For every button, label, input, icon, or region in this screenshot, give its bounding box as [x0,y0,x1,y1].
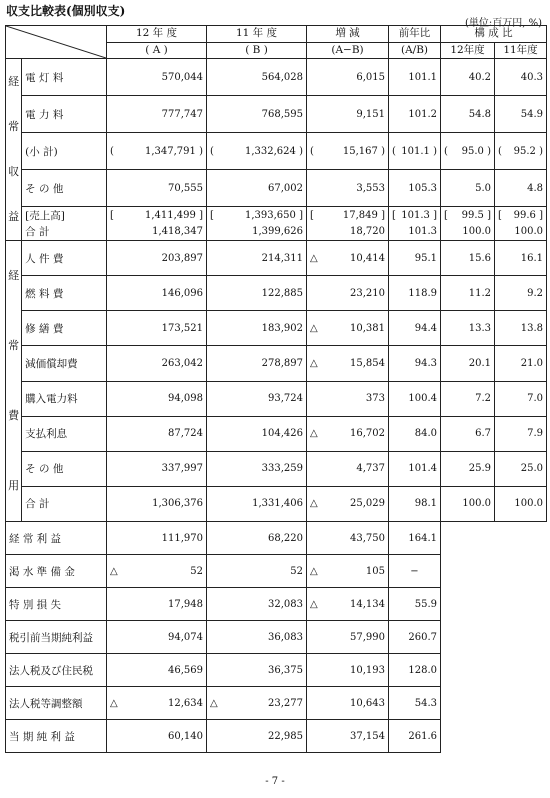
cell-b-value: 52 [290,565,303,577]
triangle-mark: △ [110,697,118,709]
cell-a: 337,997 [107,451,207,486]
cell-b [207,207,307,224]
cell-d [389,133,441,170]
row-label: 支払利息 [22,416,107,451]
cell-c-value: 23,210 [350,287,385,299]
cell-c: 6,015 [307,59,389,96]
cell-e1: 25.9 [441,451,495,486]
triangle-mark: △ [310,357,318,369]
cell-d: 101.2 [389,96,441,133]
cell-c-value: 17,849 [342,209,378,221]
cell-a: 777,747 [107,96,207,133]
category-expense [6,241,22,522]
cell-c-value: 10,643 [350,697,385,709]
cell-a [107,654,207,687]
cell-e1 [441,207,495,224]
bracket-open: ( [210,145,214,157]
cell-d: 105.3 [389,170,441,207]
cell-a [107,207,207,224]
header-12-sub: ( A ) [107,42,207,59]
cell-e1: 100.0 [441,224,495,241]
cell-e2-value: 99.6 [513,209,536,221]
cell-d-value: 101.1 [401,145,430,157]
cell-d: 95.1 [389,241,441,276]
header-diff: 増 減 [307,26,389,43]
bracket-close: ) [377,145,385,157]
cell-c [307,346,389,381]
bracket-close: ) [195,145,203,157]
row-label: 渇 水 準 備 金 [6,555,107,588]
table-row [6,486,547,521]
cell-d: 84.0 [389,416,441,451]
cell-e1: 100.0 [441,486,495,521]
table-row [6,241,547,276]
cell-b [207,687,307,720]
cell-e2 [495,133,547,170]
cell-c [307,654,389,687]
header-composition-11: 11年度 [495,42,547,59]
cell-c-value: 57,990 [350,631,385,643]
row-label: 人 件 費 [22,241,107,276]
row-label: 修 繕 費 [22,311,107,346]
cell-e1: 40.2 [441,59,495,96]
cell-a: 146,096 [107,276,207,311]
category-income-char: 益 [8,210,20,223]
bracket-open: [ [110,209,114,221]
cell-e1: 7.2 [441,381,495,416]
cell-a-value: 60,140 [168,730,203,742]
diagonal-line [6,26,106,58]
cell-a: 70,555 [107,170,207,207]
cell-a-value: 52 [190,565,203,577]
cell-a: 203,897 [107,241,207,276]
cell-a [107,588,207,621]
cell-c [307,133,389,170]
cell-e2: 16.1 [495,241,547,276]
bracket-close: ) [483,145,491,157]
empty-cell [441,555,547,588]
cell-e2 [495,207,547,224]
cell-b: 67,002 [207,170,307,207]
row-label: そ の 他 [22,170,107,207]
empty-cell [441,687,547,720]
table-row [6,555,547,588]
cell-e1: 5.0 [441,170,495,207]
cell-c [307,241,389,276]
empty-cell [441,621,547,654]
cell-e1: 13.3 [441,311,495,346]
cell-b: 1,399,626 [207,224,307,241]
cell-d: 101.1 [389,59,441,96]
header-11: 11 年 度 [207,26,307,43]
row-label: 経 常 利 益 [6,522,107,555]
cell-e1 [441,133,495,170]
cell-c-value: 10,381 [350,322,385,334]
bracket-close: ) [535,145,543,157]
bracket-open: [ [392,209,396,221]
triangle-mark: △ [210,697,218,709]
row-label: 合 計 [22,224,107,241]
row-label: 法人税等調整額 [6,687,107,720]
page-title: 収支比較表(個別収支) [6,4,126,18]
bracket-close: ] [535,209,543,221]
cell-c-value: 14,134 [350,598,385,610]
bracket-open: ( [392,145,396,157]
category-income-char: 経 [8,75,20,88]
category-expense-char: 常 [8,339,20,352]
cell-c-value: 10,193 [350,664,385,676]
table-row [6,416,547,451]
row-label: 減価償却費 [22,346,107,381]
cell-b-value: 68,220 [268,532,303,544]
row-label: 特 別 損 失 [6,588,107,621]
bracket-open: [ [498,209,502,221]
cell-a: 570,044 [107,59,207,96]
cell-d [389,207,441,224]
cell-c-value: 15,167 [342,145,378,157]
cell-b-value: 36,083 [268,631,303,643]
cell-d: 94.3 [389,346,441,381]
bracket-open: [ [310,209,314,221]
table-row [6,170,547,207]
cell-c [307,555,389,588]
row-label: そ の 他 [22,451,107,486]
empty-cell [441,588,547,621]
bracket-open: ( [498,145,502,157]
table-row [6,133,547,170]
bracket-close: ) [429,145,437,157]
cell-e2: 40.3 [495,59,547,96]
table-row [6,276,547,311]
cell-d-value: 101.3 [401,209,430,221]
cell-d: 164.1 [389,522,441,555]
triangle-mark: △ [310,598,318,610]
page-number: - 7 - [265,776,285,787]
cell-a [107,133,207,170]
header-ratio: 前年比 [389,26,441,43]
cell-b: 183,902 [207,311,307,346]
header-11-sub: ( B ) [207,42,307,59]
cell-c [307,720,389,753]
cell-b [207,588,307,621]
bracket-close: ] [377,209,385,221]
table-row [6,588,547,621]
cell-b [207,621,307,654]
cell-c-value: 43,750 [350,532,385,544]
bracket-open: [ [210,209,214,221]
cell-c [307,311,389,346]
cell-c: 18,720 [307,224,389,241]
bracket-close: ) [295,145,303,157]
bracket-open: [ [444,209,448,221]
cell-c [307,276,389,311]
table-row [6,59,547,96]
table-row [6,720,547,753]
cell-d: 100.4 [389,381,441,416]
cell-e1-value: 99.5 [461,209,484,221]
cell-e2: 21.0 [495,346,547,381]
row-label: 購入電力料 [22,381,107,416]
cell-c-value: 15,854 [350,357,385,369]
cell-e2: 100.0 [495,224,547,241]
row-label: 税引前当期純利益 [6,621,107,654]
cell-e2: 54.9 [495,96,547,133]
table-row [6,346,547,381]
bracket-close: ] [429,209,437,221]
header-ratio-sub: (A/B) [389,42,441,59]
cell-a: 1,418,347 [107,224,207,241]
cell-c-value: 25,029 [350,498,385,510]
cell-b-value: 36,375 [268,664,303,676]
cell-e2: 4.8 [495,170,547,207]
cell-d: 261.6 [389,720,441,753]
income-expense-table [5,25,547,753]
cell-a: 1,306,376 [107,486,207,521]
bracket-open: ( [110,145,114,157]
table-row [6,522,547,555]
cell-c-value: 16,702 [350,428,385,440]
header-diff-sub: (A−B) [307,42,389,59]
cell-c-value: 105 [365,565,385,577]
cell-e2: 100.0 [495,486,547,521]
cell-b [207,522,307,555]
category-income-char: 収 [8,165,20,178]
cell-b: 104,426 [207,416,307,451]
row-label: 燃 料 費 [22,276,107,311]
cell-e2: 9.2 [495,276,547,311]
cell-b-value: 32,083 [268,598,303,610]
cell-c [307,207,389,224]
cell-b: 768,595 [207,96,307,133]
cell-b: 564,028 [207,59,307,96]
cell-b: 214,311 [207,241,307,276]
table-row [6,311,547,346]
cell-a [107,687,207,720]
category-expense-char: 経 [8,269,20,282]
row-label: (小 計) [22,133,107,170]
table-row [6,207,547,224]
cell-a-value: 1,411,499 [145,209,196,221]
cell-a: 173,521 [107,311,207,346]
cell-b: 1,331,406 [207,486,307,521]
cell-a-value: 12,634 [168,697,203,709]
cell-c [307,687,389,720]
cell-e1: 6.7 [441,416,495,451]
cell-e1: 20.1 [441,346,495,381]
empty-cell [441,654,547,687]
cell-e1: 54.8 [441,96,495,133]
cell-e1: 15.6 [441,241,495,276]
bracket-open: ( [310,145,314,157]
bracket-open: ( [444,145,448,157]
triangle-mark: △ [310,565,318,577]
cell-b [207,720,307,753]
cell-e2: 7.9 [495,416,547,451]
cell-c-value: 4,737 [356,463,385,475]
cell-c: 9,151 [307,96,389,133]
cell-d: 94.4 [389,311,441,346]
table-row [6,654,547,687]
row-label: [売上高] [22,207,107,224]
cell-b-value: 23,277 [268,697,303,709]
row-label: 電 灯 料 [22,59,107,96]
cell-d: 54.3 [389,687,441,720]
header-12: 12 年 度 [107,26,207,43]
cell-b-value: 22,985 [268,730,303,742]
table-row [6,621,547,654]
table-row [6,96,547,133]
cell-a [107,720,207,753]
triangle-mark: △ [310,252,318,264]
triangle-mark: △ [310,322,318,334]
cell-c [307,621,389,654]
bracket-close: ] [295,209,303,221]
cell-b: 278,897 [207,346,307,381]
cell-a [107,621,207,654]
row-label: 合 計 [22,486,107,521]
diagonal-header-cell [6,26,107,59]
category-expense-char: 用 [8,479,20,492]
cell-c-value: 10,414 [350,252,385,264]
empty-cell [441,522,547,555]
cell-c [307,416,389,451]
category-expense-char: 費 [8,409,20,422]
table-row [6,381,547,416]
cell-d: 260.7 [389,621,441,654]
bracket-close: ] [483,209,491,221]
cell-b [207,654,307,687]
cell-b: 333,259 [207,451,307,486]
cell-a [107,522,207,555]
cell-e2: 25.0 [495,451,547,486]
row-label: 電 力 料 [22,96,107,133]
cell-d: 118.9 [389,276,441,311]
cell-a-value: 111,970 [161,532,203,544]
cell-a-value: 17,948 [168,598,203,610]
cell-e1: 11.2 [441,276,495,311]
cell-c [307,588,389,621]
cell-b: 93,724 [207,381,307,416]
cell-b-value: 1,393,650 [245,209,296,221]
cell-a: 263,042 [107,346,207,381]
header-composition-12: 12年度 [441,42,495,59]
cell-a-value: 1,347,791 [145,145,196,157]
cell-c: 3,553 [307,170,389,207]
cell-c [307,522,389,555]
table-row [6,451,547,486]
cell-c [307,486,389,521]
cell-c [307,451,389,486]
cell-c [307,381,389,416]
cell-e2: 7.0 [495,381,547,416]
table-row [6,687,547,720]
cell-a [107,555,207,588]
triangle-mark: △ [110,565,118,577]
cell-c-value: 373 [365,393,385,405]
cell-d: − [389,555,441,588]
cell-a: 87,724 [107,416,207,451]
cell-d: 55.9 [389,588,441,621]
unit-note: (単位:百万円, %) [464,18,542,29]
cell-a-value: 94,074 [168,631,203,643]
cell-a: 94,098 [107,381,207,416]
category-income-char: 常 [8,120,20,133]
cell-d: 101.4 [389,451,441,486]
triangle-mark: △ [310,428,318,440]
cell-b [207,555,307,588]
cell-d: 98.1 [389,486,441,521]
row-label: 当 期 純 利 益 [6,720,107,753]
cell-e2: 13.8 [495,311,547,346]
row-label: 法人税及び住民税 [6,654,107,687]
triangle-mark: △ [310,498,318,510]
cell-b [207,133,307,170]
cell-e2-value: 95.2 [513,145,536,157]
cell-d: 128.0 [389,654,441,687]
header-composition: 構 成 比 [441,26,547,43]
cell-d: 101.3 [389,224,441,241]
cell-c-value: 37,154 [350,730,385,742]
bracket-close: ] [195,209,203,221]
cell-e1-value: 95.0 [461,145,484,157]
category-income [6,59,22,241]
cell-b: 122,885 [207,276,307,311]
table-row [6,224,547,241]
empty-cell [441,720,547,753]
cell-b-value: 1,332,624 [245,145,296,157]
cell-a-value: 46,569 [168,664,203,676]
